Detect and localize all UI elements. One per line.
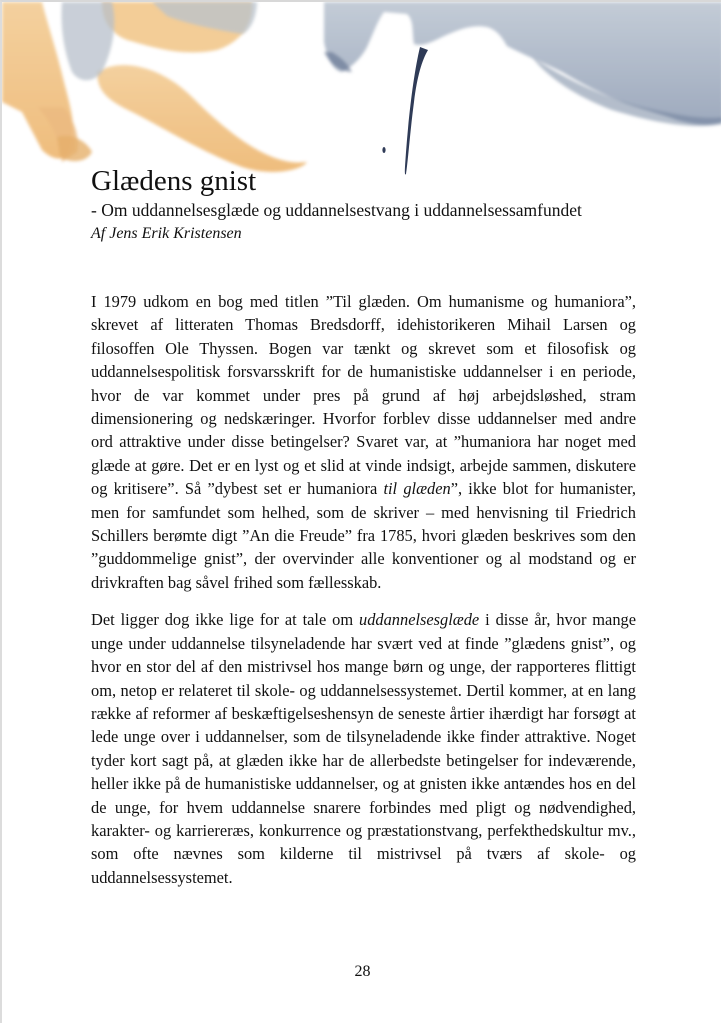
paragraph-1-text-b: ”, ikke blot for humanister, men for samfundet som helhed, som de skriver – med henvisning til Friedrich Schillers berømte digt ”An die Freude” fra 1785, hvori glæden beskrives som den ”guddommelige gnist”, der overvinder alle konventioner og al modstand og er drivkraften bag såvel frihed som fællesskab. [91, 479, 637, 592]
ink-dot [382, 147, 385, 153]
article-subtitle: - Om uddannelsesglæde og uddannelsestvang i uddannelsessamfundet [91, 200, 582, 220]
ochre-blob-bottom [57, 136, 92, 161]
article-title: Glædens gnist [91, 165, 257, 197]
ink-drip [405, 47, 428, 175]
slate-brush-strokes [324, 2, 721, 126]
article-byline: Af Jens Erik Kristensen [91, 225, 242, 242]
ochre-stroke-diagonal [97, 65, 307, 172]
ochre-brush-strokes [2, 2, 307, 172]
paragraph-1 [91, 290, 636, 594]
paragraph-1-emphasis: til glæden [383, 479, 451, 499]
article-body [91, 290, 636, 903]
page-number: 28 [354, 963, 371, 980]
paragraph-2-text-a: Det ligger dog ikke lige for at tale om [91, 610, 360, 630]
paragraph-2-text-b: i disse år, hvor mange unge under uddannelse tilsyneladende har svært ved at finde ”glædens gnist”, og hvor en stor del af den mistrivsel hos mange børn og unge, der rapporteres flittigt om, netop er relateret til skole- og uddannelsessystemet. Dertil kommer, at en lang række af reformer af beskæftigelseshensyn de seneste årtier ihærdigt har forsøgt at lede unge over i uddannelser, som de tilsyneladende ikke finder attraktive. Noget tyder kort sagt på, at glæden ikke har de allerbedste betingelser for indeværende, heller ikke på de humanistiske uddannelser, og at gnisten ikke antændes hos en del de unge, for hvem uddannelse snarere forbindes med pligt og nødvendighed, karakter- og karriereræs, konkurrence og præstationstvang, perfekthedskultur mv., som ofte nævnes som kilderne til mistrivsel på tværs af skole- og uddannelsessystemet. [91, 610, 636, 887]
paragraph-2 [91, 608, 636, 889]
paragraph-2-emphasis: uddannelsesglæde [359, 610, 480, 630]
slate-wash-right [324, 2, 721, 125]
paragraph-1-text-a: I 1979 udkom en bog med titlen ”Til glæden. Om humanisme og humaniora”, skrevet af litteraten Thomas Bredsdorff, idehistorikeren Mihail Larsen og filosoffen Ole Thyssen. Bogen var tænkt og skrevet som et filosofisk og uddannelsespolitisk forsvarsskrift for de humanistiske uddannelser i en periode, hvor de var kommet under pres på grund af høj arbejdsløshed, stram dimensionering og nedskæringer. Hvorfor forblev disse uddannelser med andre ord attraktive under disse betingelser? Svaret var, at ”humaniora har noget med glæde at gøre. Det er en lyst og et slid at vinde indsigt, arbejde sammen, diskutere og kritisere”. Så ”dybest set er humaniora [91, 292, 636, 499]
article-header [91, 164, 651, 246]
